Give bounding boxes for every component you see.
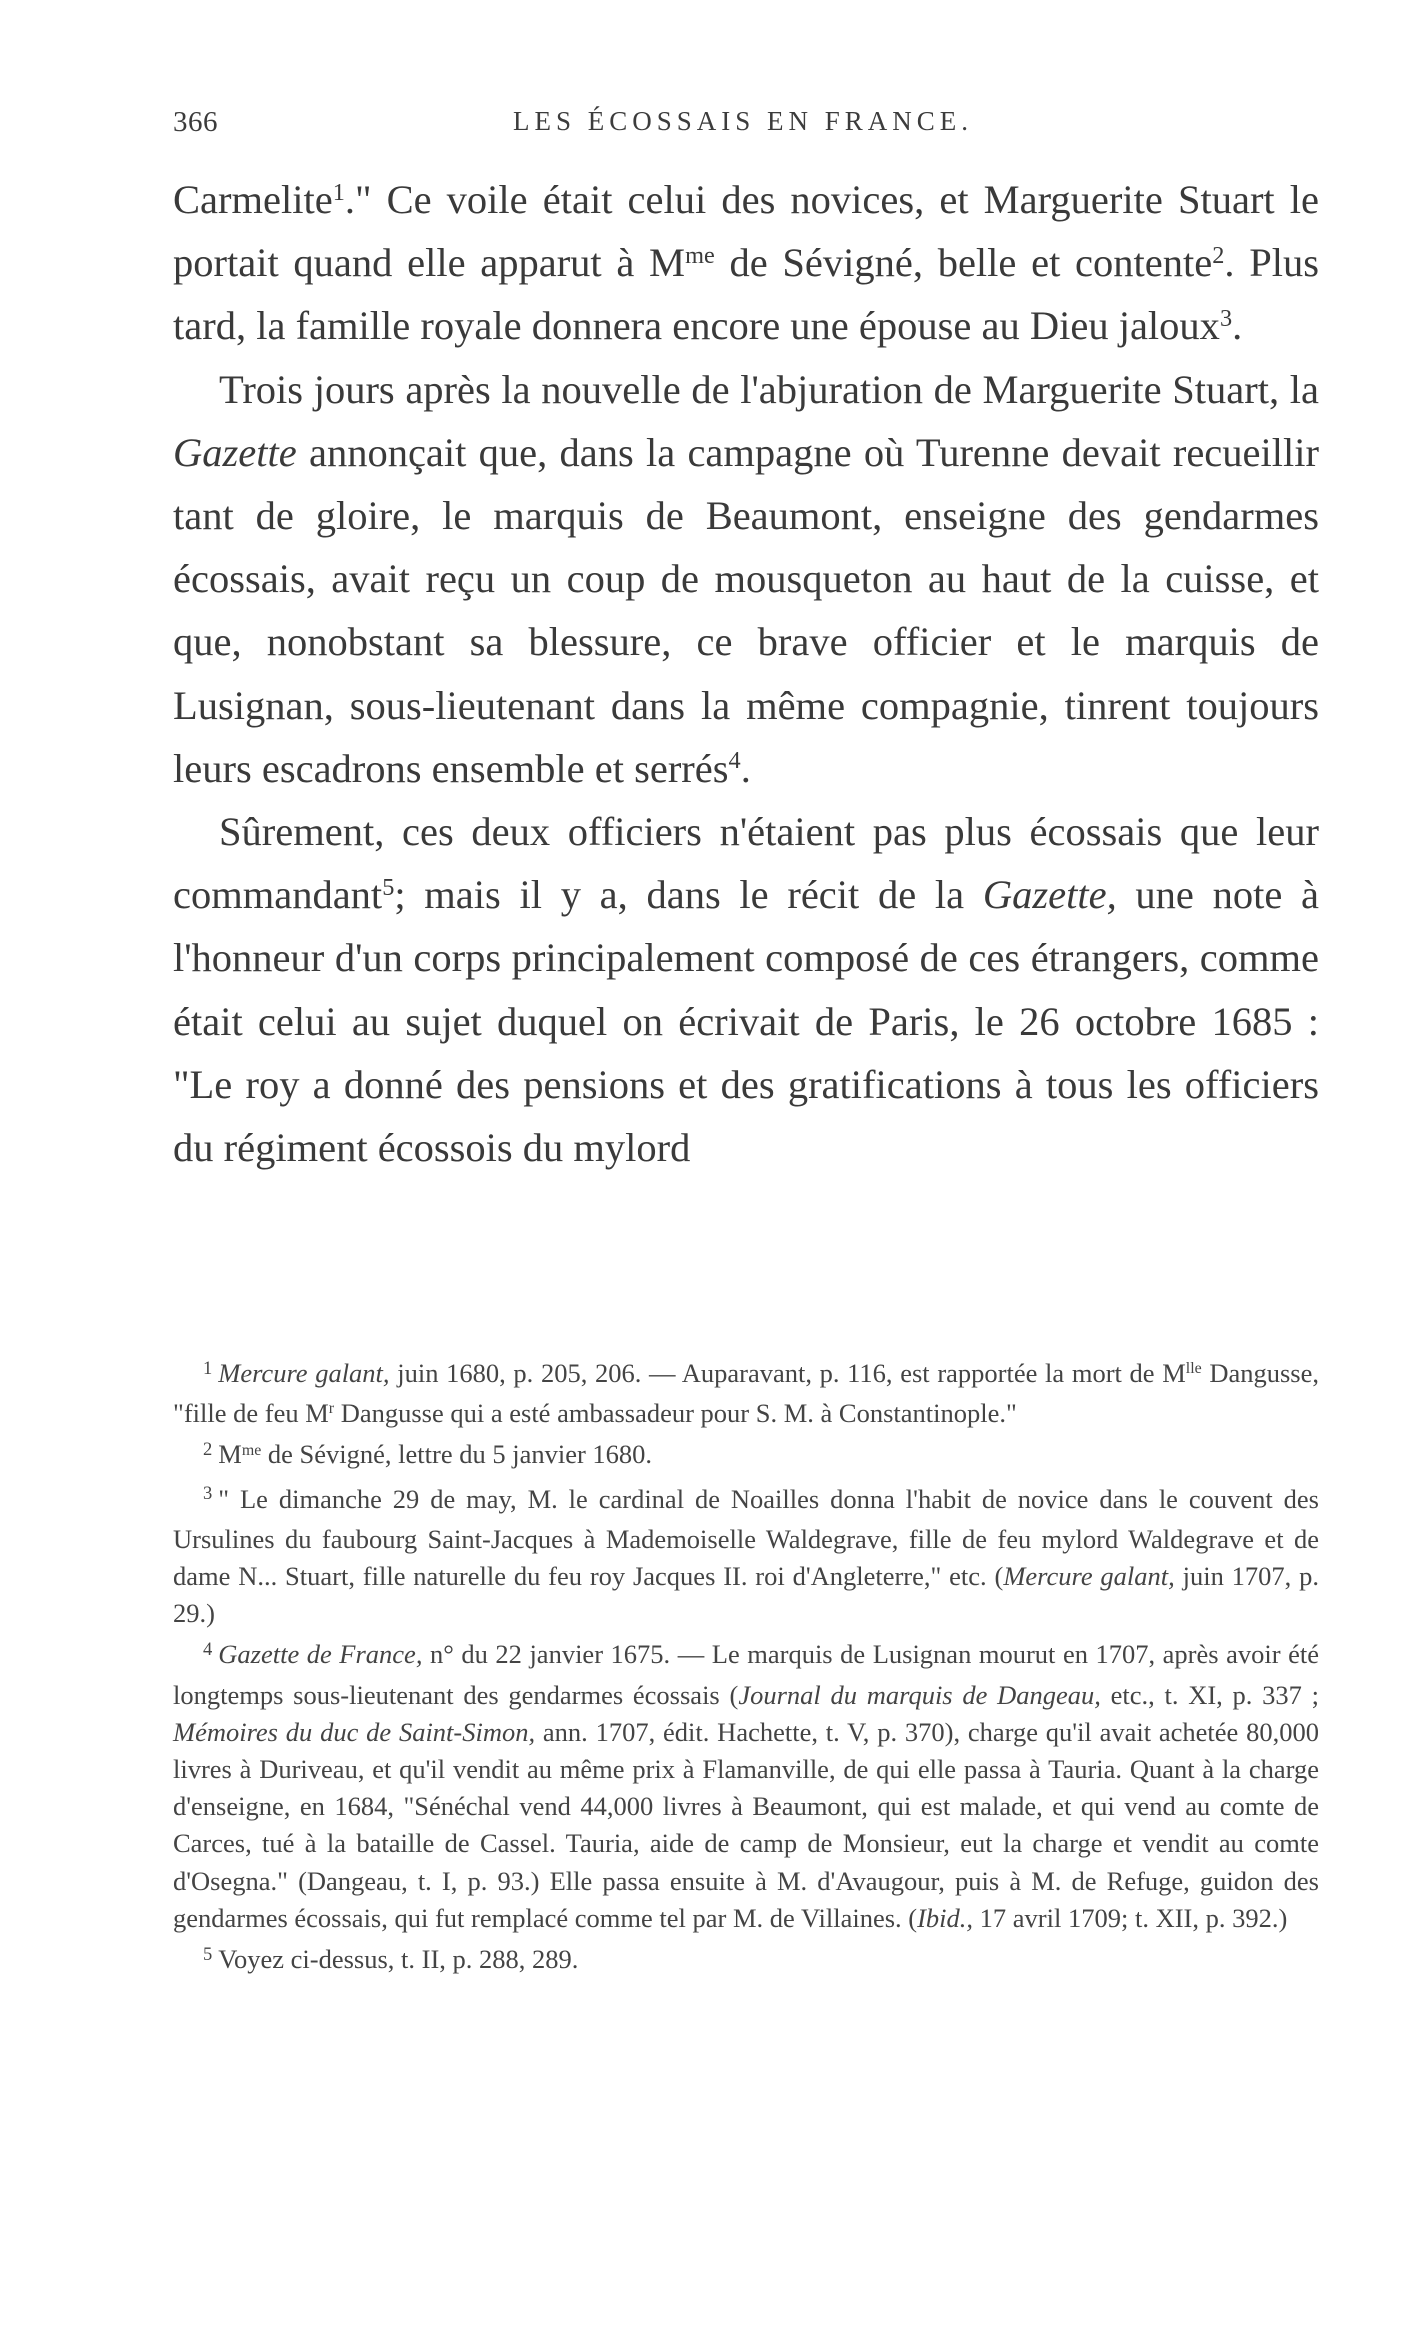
- footnote-ref-3[interactable]: 3: [1219, 305, 1233, 333]
- footnotes: [173, 1355, 1319, 1981]
- footnote-2: $^2$ $M^{me}$ de Sévigné, lettre du 5 janvier 1680.: [203, 1439, 653, 1470]
- running-head: [173, 106, 1313, 146]
- footnote-ref-4[interactable]: 4: [728, 747, 741, 775]
- paragraph-1: Carmelite$^1$." Ce voile était celui des novices, et Marguerite Stuart le portait quand elle apparut à $M^{me}$ de Sévigné, belle et contente$^2$. Plus tard, la famille royale donnera encore une épouse au Dieu jaloux$^3$.: [173, 177, 1319, 349]
- page-number: 366: [173, 106, 218, 138]
- footnote-ref-5[interactable]: 5: [382, 873, 395, 901]
- paragraph-2: Trois jours après la nouvelle de l'abjuration de Marguerite Stuart, la Gazette annonçait que, dans la campagne où Turenne devait recueillir tant de gloire, le marquis de Beaumont, enseigne des gendarmes écossais, avait reçu un coup de mousqueton au haut de la cuisse, et que, nonobstant sa blessure, ce brave officier et le marquis de Lusignan, sous-lieutenant dans la même compagnie, tinrent toujours leurs escadrons ensemble et serrés$^4$.: [173, 366, 1319, 791]
- footnote-3: $^3$ " Le dimanche 29 de may, M. le cardinal de Noailles donna l'habit de novice dans le couvent des Ursulines du faubourg Saint-Jacques à Mademoiselle Waldegrave, fille de feu mylord Waldegrave et de dame N... Stuart, fille naturelle du feu roy Jacques II. roi d'Angleterre," etc. (Mercure galant, juin 1707, p. 29.): [173, 1483, 1319, 1629]
- footnote-5: $^5$ Voyez ci-dessus, t. II, p. 288, 289.: [203, 1943, 579, 1975]
- footnote-1: $^1$ Mercure galant, juin 1680, p. 205, 206. — Auparavant, p. 116, est rapportée la mort de $M^{lle}$ Dangusse, "fille de feu $M^r$ Dangusse qui a esté ambassadeur pour S. M. à Constantinople.": [173, 1357, 1319, 1429]
- footnote-ref-1[interactable]: 1: [332, 178, 345, 206]
- body-text: [173, 168, 1319, 1179]
- footnote-4: $^4$ Gazette de France, n° du 22 janvier 1675. — Le marquis de Lusignan mourut en 1707, après avoir été longtemps sous-lieutenant des gendarmes écossais (Journal du marquis de Dangeau, etc., t. XI, p. 337 ; Mémoires du duc de Saint-Simon, ann. 1707, édit. Hachette, t. V, p. 370), charge qu'il avait achetée 80,000 livres à Duriveau, et qu'il vendit au même prix à Flamanville, de qui elle passa à Tauria. Quant à la charge d'enseigne, en 1684, "Sénéchal vend 44,000 livres à Beaumont, qui est malade, et qui vend au comte de Carces, tué à la bataille de Cassel. Tauria, aide de camp de Monsieur, eut la charge et vendit au comte d'Osegna." (Dangeau, t. I, p. 93.) Elle passa ensuite à M. d'Avaugour, puis à M. de Refuge, guidon des gendarmes écossais, qui fut remplacé comme tel par M. de Villaines. (Ibid., 17 avril 1709; t. XII, p. 392.): [173, 1639, 1319, 1933]
- paragraph-3: Sûrement, ces deux officiers n'étaient pas plus écossais que leur commandant$^5$; mais il y a, dans le récit de la Gazette, une note à l'honneur d'un corps principalement composé de ces étrangers, comme était celui au sujet duquel on écrivait de Paris, le 26 octobre 1685 : "Le roy a donné des pensions et des gratifications à tous les officiers du régiment écossois du mylord: [173, 809, 1319, 1171]
- gazette-title: Gazette: [173, 429, 297, 475]
- gazette-title: Gazette,: [982, 872, 1117, 918]
- running-title: LES ÉCOSSAIS EN FRANCE.: [512, 106, 974, 136]
- footnote-ref-2[interactable]: 2: [1212, 241, 1225, 269]
